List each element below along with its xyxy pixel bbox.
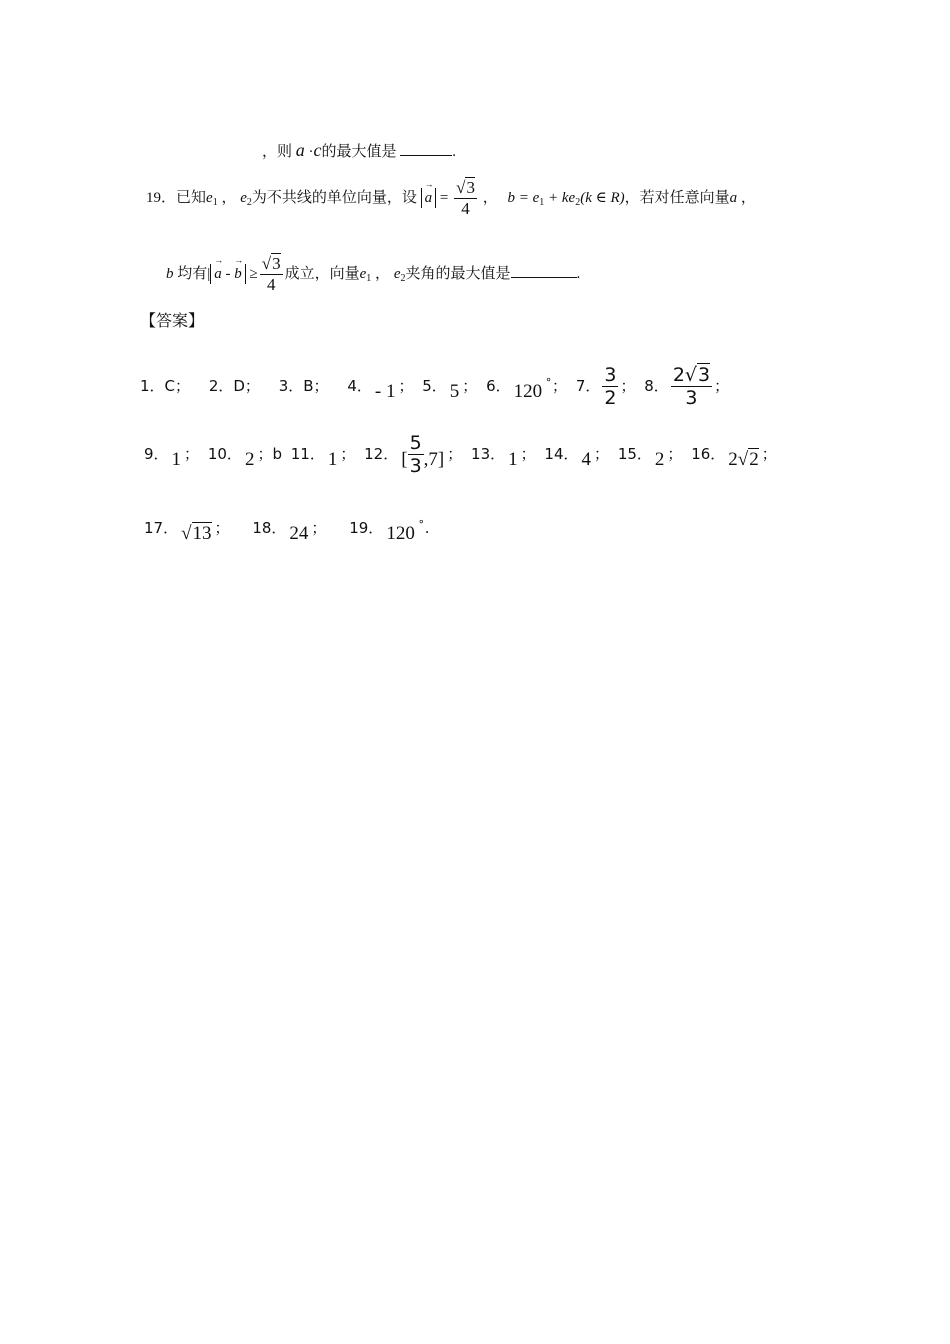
answer-item: 14． 4 ； (544, 445, 610, 470)
answer-item: 10． 2 ；b (207, 445, 282, 470)
answer-item: 11． 1 ； (290, 445, 356, 470)
q18-tail: ，则 a ·c的最大值是 . (262, 140, 457, 160)
answer-item: 9． 1 ； (144, 445, 200, 470)
q19-line1: 19．已知$e_1$ ， $e_2$为不共线的单位向量，设 → a = $\frac{√3}{4}$ ， $b = e_1 + ke_2(k$ ∈ R)，若对任意向量a ， (146, 176, 756, 225)
answer-item: 7． $\frac{3}{2}$ ； (575, 364, 636, 409)
answer-item: 17． √13 ； (144, 519, 230, 544)
answer-blank (511, 263, 577, 278)
fraction-sqrt3-over-4: $\frac{√3}{4}$ (261, 254, 281, 295)
answer-item: 8． $\frac{2√3}{3}$ ； (644, 364, 730, 409)
answers-row-1 (140, 356, 733, 416)
abs-a-minus-b: → a - → b (210, 264, 246, 284)
degree-mark: ∘ (417, 515, 425, 528)
degree-mark: ∘ (545, 373, 553, 386)
answer-item: 19． 120∘. (349, 515, 430, 544)
answer-item: 18． 24 ； (252, 519, 327, 544)
answer-item: 1．C； (140, 377, 191, 395)
answers-row-2 (144, 430, 781, 484)
answer-item: 5． 5 ； (422, 377, 478, 402)
answer-item: 12． [ $\frac{5}{3}$ ,7] ； (364, 432, 463, 477)
answers-header: 【答案】 (140, 311, 205, 330)
answer-item: 2．D； (208, 377, 260, 395)
answers-row-3 (144, 502, 433, 554)
answer-blank (400, 141, 452, 156)
q19-line2: b 均有|→ a - → b ≥ $\frac{√3}{4}$ 成立，向量$e_1$ ， $e_2$夹角的最大值是 . (166, 252, 580, 301)
answer-item: 4． - 1 ； (347, 377, 414, 402)
answer-item: 16． 2√2 ； (691, 445, 777, 470)
answer-item: 3．B； (278, 377, 329, 395)
fraction-sqrt3-over-4: $\frac{√3}{4}$ (456, 178, 475, 219)
answer-item: 6． 120∘； (486, 373, 568, 402)
abs-a: → a (421, 188, 437, 208)
answer-item: 13． 1 ； (471, 445, 536, 470)
answer-item: 15． 2 ； (617, 445, 683, 470)
